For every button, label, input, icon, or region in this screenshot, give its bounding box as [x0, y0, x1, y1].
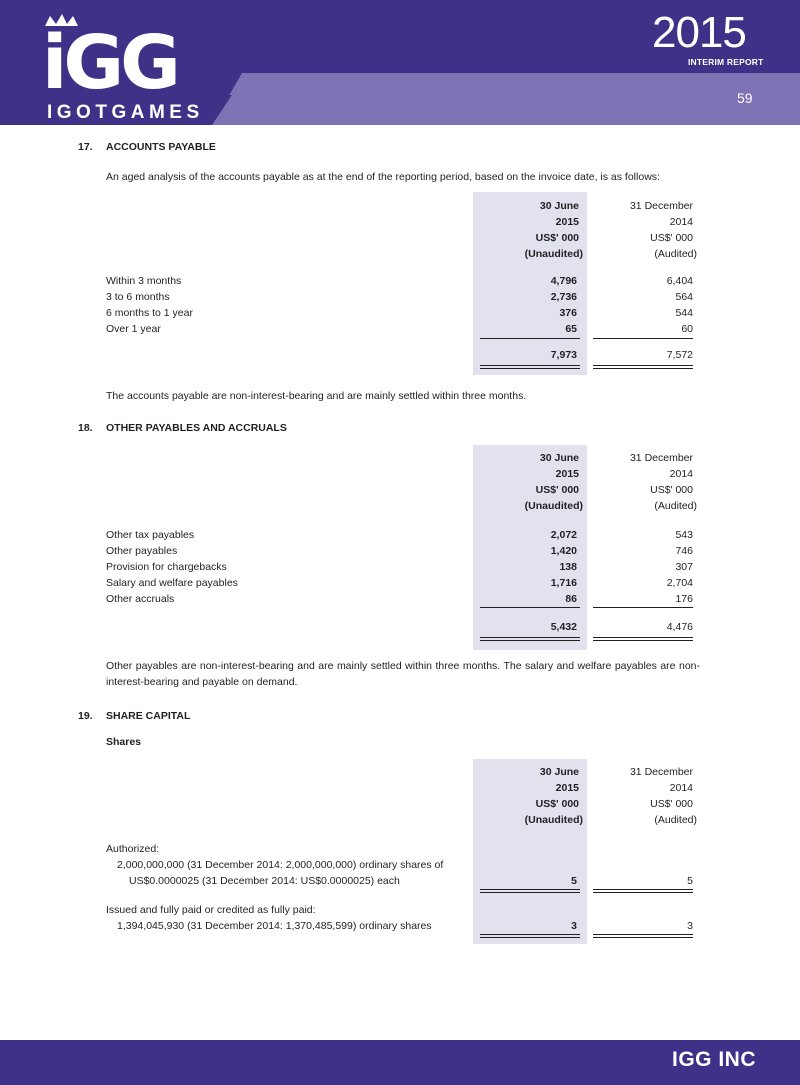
- section-number: 18.: [78, 422, 93, 434]
- total-double-rule: [593, 889, 693, 893]
- row-value-2014: 307: [675, 561, 693, 573]
- row-value-2015: 2,072: [550, 529, 577, 541]
- page-footer: [0, 1040, 800, 1085]
- col-header-2015: 2015: [555, 468, 579, 480]
- total-double-rule: [593, 637, 693, 641]
- svg-text:iGG: iGG: [42, 20, 177, 92]
- section-title: OTHER PAYABLES AND ACCRUALS: [106, 422, 287, 434]
- subtotal-rule: [480, 338, 580, 339]
- issued-label: Issued and fully paid or credited as fully paid:: [106, 904, 316, 916]
- row-value-2015: 1,420: [550, 545, 577, 557]
- row-value-2015: 376: [559, 307, 577, 319]
- col-header-unit-2014: US$' 000: [650, 484, 693, 496]
- row-value-2014: 746: [675, 545, 693, 557]
- total-2014: 7,572: [666, 349, 693, 361]
- row-label: Within 3 months: [106, 275, 182, 287]
- row-value-2014: 544: [675, 307, 693, 319]
- col-header-december: 31 December: [629, 200, 693, 212]
- col-header-june: 30 June: [539, 200, 579, 212]
- row-label: 6 months to 1 year: [106, 307, 193, 319]
- authorized-value-2014: 5: [687, 875, 693, 887]
- issued-value-2015: 3: [571, 920, 577, 932]
- row-value-2015: 4,796: [550, 275, 577, 287]
- total-double-rule: [480, 934, 580, 938]
- total-double-rule: [593, 934, 693, 938]
- total-2014: 4,476: [666, 621, 693, 633]
- section-note: Other payables are non-interest-bearing and are mainly settled within three months. The salary and welfare payables are non-interest-bearing and payable on demand.: [106, 660, 700, 688]
- col-header-december: 31 December: [629, 766, 693, 778]
- col-header-audited: (Audited): [654, 814, 697, 826]
- col-header-unit-2015: US$' 000: [535, 798, 579, 810]
- row-label: Over 1 year: [106, 323, 161, 335]
- row-label: Provision for chargebacks: [106, 561, 227, 573]
- report-title: INTERIM REPORT: [688, 57, 764, 67]
- row-value-2015: 138: [559, 561, 577, 573]
- row-value-2014: 564: [675, 291, 693, 303]
- section-note: The accounts payable are non-interest-bearing and are mainly settled within three months.: [106, 390, 527, 402]
- subtotal-rule: [593, 338, 693, 339]
- issued-value-2014: 3: [687, 920, 693, 932]
- authorized-line-2: US$0.0000025 (31 December 2014: US$0.0000025) each: [129, 875, 400, 887]
- logo-tagline: IGOTGAMES: [47, 102, 204, 123]
- report-year: 2015: [652, 8, 746, 57]
- section-subtitle: Shares: [106, 736, 142, 748]
- col-header-2014: 2014: [669, 468, 693, 480]
- issued-line: 1,394,045,930 (31 December 2014: 1,370,485,599) ordinary shares: [117, 920, 432, 932]
- section-title: ACCOUNTS PAYABLE: [106, 141, 216, 153]
- row-label: 3 to 6 months: [106, 291, 170, 303]
- col-header-audited: (Audited): [654, 248, 697, 260]
- col-header-unit-2015: US$' 000: [535, 232, 579, 244]
- authorized-line-1: 2,000,000,000 (31 December 2014: 2,000,000,000) ordinary shares of: [117, 859, 444, 871]
- total-double-rule: [480, 889, 580, 893]
- row-value-2014: 60: [681, 323, 693, 335]
- col-header-unit-2015: US$' 000: [535, 484, 579, 496]
- col-header-unaudited: (Unaudited): [524, 248, 583, 260]
- total-double-rule: [480, 637, 580, 641]
- igg-logo: [40, 12, 215, 92]
- section-number: 19.: [78, 710, 93, 722]
- row-label: Salary and welfare payables: [106, 577, 238, 589]
- subtotal-rule: [593, 607, 693, 608]
- subtotal-rule: [480, 607, 580, 608]
- row-value-2014: 543: [675, 529, 693, 541]
- row-value-2015: 65: [565, 323, 577, 335]
- total-double-rule: [593, 365, 693, 369]
- row-value-2015: 2,736: [550, 291, 577, 303]
- authorized-value-2015: 5: [571, 875, 577, 887]
- col-header-unaudited: (Unaudited): [524, 814, 583, 826]
- page-header: [0, 0, 800, 125]
- row-value-2014: 2,704: [666, 577, 693, 589]
- col-header-2015: 2015: [555, 216, 579, 228]
- col-header-june: 30 June: [539, 452, 579, 464]
- col-header-2014: 2014: [669, 782, 693, 794]
- row-value-2015: 86: [565, 593, 577, 605]
- col-header-unit-2014: US$' 000: [650, 798, 693, 810]
- col-header-2014: 2014: [669, 216, 693, 228]
- row-label: Other payables: [106, 545, 178, 557]
- col-header-december: 31 December: [629, 452, 693, 464]
- authorized-label: Authorized:: [106, 843, 160, 855]
- col-header-unaudited: (Unaudited): [524, 500, 583, 512]
- row-label: Other accruals: [106, 593, 175, 605]
- row-value-2015: 1,716: [550, 577, 577, 589]
- total-double-rule: [480, 365, 580, 369]
- row-value-2014: 6,404: [666, 275, 693, 287]
- col-header-unit-2014: US$' 000: [650, 232, 693, 244]
- col-header-audited: (Audited): [654, 500, 697, 512]
- row-label: Other tax payables: [106, 529, 195, 541]
- col-header-2015: 2015: [555, 782, 579, 794]
- section-intro: An aged analysis of the accounts payable as at the end of the reporting period, based on the invoice date, is as follows:: [106, 171, 660, 183]
- row-value-2014: 176: [675, 593, 693, 605]
- footer-company-name: IGG INC: [672, 1048, 757, 1071]
- section-title: SHARE CAPITAL: [106, 710, 191, 722]
- page-number: 59: [737, 90, 753, 106]
- total-2015: 5,432: [550, 621, 577, 633]
- col-header-june: 30 June: [539, 766, 579, 778]
- section-number: 17.: [78, 141, 93, 153]
- total-2015: 7,973: [550, 349, 577, 361]
